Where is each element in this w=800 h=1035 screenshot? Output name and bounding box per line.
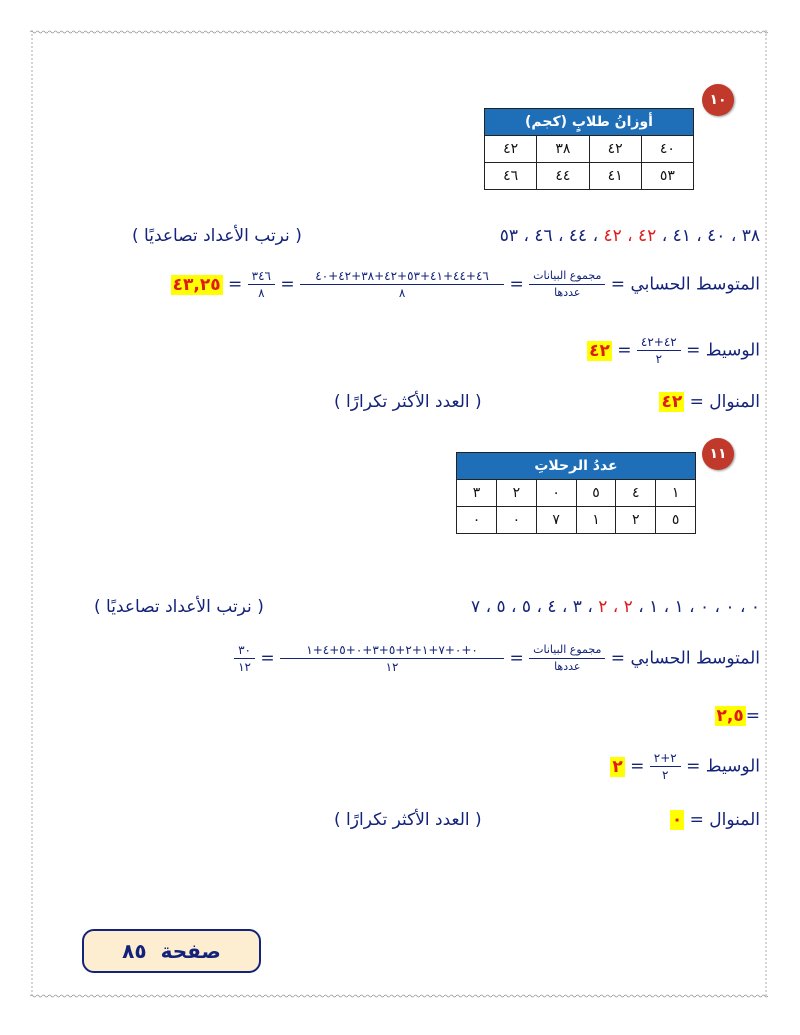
table-cell: ٤٤ <box>537 163 589 190</box>
q10-mode-note: ( العدد الأكثر تكرارًا ) <box>334 392 482 412</box>
question-11-badge: ١١ <box>702 438 734 470</box>
table-cell: ٥٣ <box>641 163 693 190</box>
q11-mode-note: ( العدد الأكثر تكرارًا ) <box>334 810 482 830</box>
q10-mode-line: المنوال = ٤٢ <box>661 392 760 412</box>
trips-table-title: عددُ الرحلاتِ <box>457 453 696 480</box>
question-10-badge: ١٠ <box>702 84 734 116</box>
q10-mean-line: المتوسط الحسابي = $\frac{\text{مجموع البيانات}}{\text{عددها}}$ = $\frac{٤٦+٤٤+٤١+٥٣+٤٢+٣٨+٤٢+٤٠}{٨}$ = $\frac{٣٤٦}{٨}$ = ٤٣,٢٥ <box>172 269 760 300</box>
weights-table-title: أوزانُ طلابٍ (كجم) <box>485 109 694 136</box>
table-cell: ٥ <box>576 480 616 507</box>
table-cell: ٤ <box>616 480 656 507</box>
q10-sorted-values: ٣٨ ، ٤٠ ، ٤١ ، ٤٢ ، ٤٢ ، ٤٤ ، ٤٦ ، ٥٣ <box>499 226 760 246</box>
q11-sort-note: ( نرتب الأعداد تصاعديًا ) <box>94 597 264 617</box>
weights-table <box>484 108 694 190</box>
q10-sort-note: ( نرتب الأعداد تصاعديًا ) <box>132 226 302 246</box>
q11-median-result: ٢ <box>612 756 623 777</box>
trips-table <box>456 452 696 534</box>
page-number: ٨٥ <box>122 939 147 963</box>
q10-mode-result: ٤٢ <box>661 392 683 412</box>
table-row <box>457 480 696 507</box>
table-cell: ٤٠ <box>641 136 693 163</box>
q11-mode-line: المنوال = ٠ <box>671 810 760 830</box>
page-number-box <box>82 929 261 973</box>
table-cell: ٧ <box>536 507 576 534</box>
table-cell: ٤١ <box>589 163 641 190</box>
table-row <box>457 507 696 534</box>
table-cell: ٢ <box>496 480 536 507</box>
table-cell: ١ <box>656 480 696 507</box>
table-cell: ٢ <box>616 507 656 534</box>
q11-mean-result: ٢,٥ <box>716 706 744 726</box>
table-row <box>485 136 694 163</box>
page-word: صفحة <box>160 939 221 963</box>
q11-mean-line: المتوسط الحسابي = $\frac{\text{مجموع البيانات}}{\text{عددها}}$ = $\frac{٠+٠+٧+١+٢+٥+٣+٠+٥+٤+١}{١٢}$ = $\frac{٣٠}{١٢}$ <box>234 642 760 675</box>
table-cell: ٤٢ <box>589 136 641 163</box>
table-cell: ٠ <box>536 480 576 507</box>
table-cell: ٠ <box>496 507 536 534</box>
table-cell: ٣٨ <box>537 136 589 163</box>
table-cell: ١ <box>576 507 616 534</box>
q11-sorted-values: ٠ ، ٠ ، ٠ ، ١ ، ١ ، ٢ ، ٢ ، ٣ ، ٤ ، ٥ ، ٥ ، ٧ <box>471 597 760 617</box>
q10-median-line: الوسيط = $\frac{٤٢+٤٢}{٢}$ = ٤٢ <box>589 335 760 366</box>
table-cell: ٣ <box>457 480 497 507</box>
table-cell: ٤٦ <box>485 163 537 190</box>
table-cell: ٠ <box>457 507 497 534</box>
table-cell: ٤٢ <box>485 136 537 163</box>
q11-median-line: الوسيط = $\frac{٢+٢}{٢}$ = ٢ <box>612 751 760 782</box>
q11-mean-result-line: =٢,٥ <box>716 706 760 726</box>
q10-mean-result: ٤٣,٢٥ <box>172 274 221 295</box>
table-row <box>485 163 694 190</box>
q11-mode-result: ٠ <box>671 810 683 830</box>
q10-median-result: ٤٢ <box>589 340 610 361</box>
table-cell: ٥ <box>656 507 696 534</box>
